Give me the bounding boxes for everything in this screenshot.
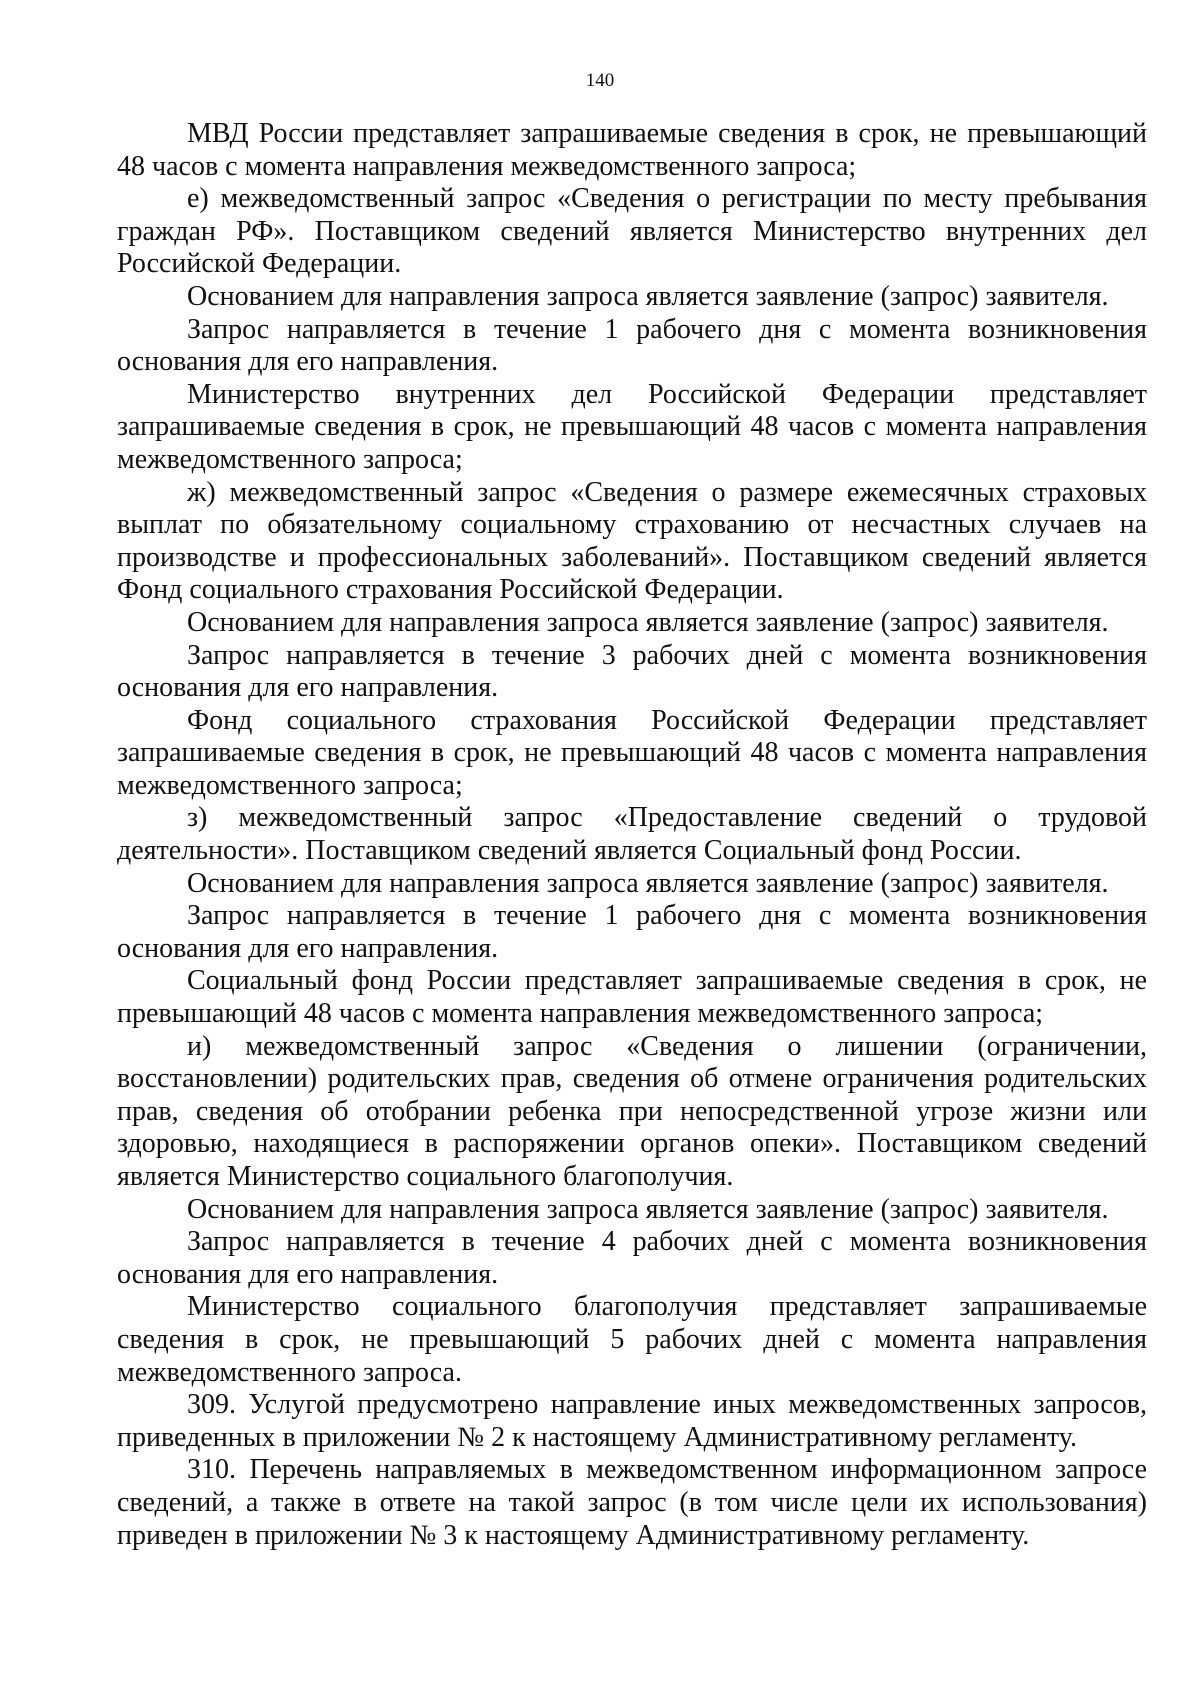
paragraph-social-ministry-deadline: Министерство социального благополучия представляет запрашиваемые сведения в срок, не превышающий 5 рабочих дней с момента направления межведомственного запроса. — [117, 1291, 1147, 1388]
paragraph-item-zh: ж) межведомственный запрос «Сведения о размере ежемесячных страховых выплат по обязательному социальному страхованию от несчастных случаев на производстве и профессиональных заболеваний». Поставщиком сведений является Фонд социального страхования Российской Федерации. — [117, 476, 1147, 606]
paragraph-ministry-deadline: Министерство внутренних дел Российской Федерации представляет запрашиваемые сведения в срок, не превышающий 48 часов с момента направления межведомственного запроса; — [117, 378, 1147, 475]
paragraph-request-timing: Запрос направляется в течение 4 рабочих дней с момента возникновения основания для его направления. — [117, 1226, 1147, 1290]
paragraph-mvd-deadline: МВД России представляет запрашиваемые сведения в срок, не превышающий 48 часов с момента направления межведомственного запроса; — [117, 118, 1147, 182]
paragraph-basis: Основанием для направления запроса является заявление (запрос) заявителя. — [187, 280, 1109, 312]
document-body — [117, 118, 1147, 1552]
paragraph-sfr-deadline: Социальный фонд России представляет запрашиваемые сведения в срок, не превышающий 48 часов с момента направления межведомственного запроса; — [117, 965, 1147, 1030]
paragraph-clause-309: 309. Услугой предусмотрено направление иных межведомственных запросов, приведенных в приложении № 2 к настоящему Административному регламенту. — [117, 1389, 1147, 1453]
paragraph-request-timing: Запрос направляется в течение 3 рабочих дней с момента возникновения основания для его направления. — [117, 639, 1147, 704]
paragraph-item-e: е) межведомственный запрос «Сведения о регистрации по месту пребывания граждан РФ». Поставщиком сведений является Министерство внутренних дел Российской Федерации. — [117, 183, 1147, 280]
paragraph-fss-deadline: Фонд социального страхования Российской Федерации представляет запрашиваемые сведения в срок, не превышающий 48 часов с момента направления межведомственного запроса; — [117, 704, 1147, 801]
paragraph-clause-310: 310. Перечень направляемых в межведомственном информационном запросе сведений, а также в ответе на такой запрос (в том числе цели их использования) приведен в приложении № 3 к настоящему Административному регламенту. — [117, 1454, 1147, 1551]
paragraph-item-i: и) межведомственный запрос «Сведения о лишении (ограничении, восстановлении) родительских прав, сведения об отмене ограничения родительских прав, сведения об отобрании ребенка при непосредственной угрозе жизни или здоровью, находящиеся в распоряжении органов опеки». Поставщиком сведений является Министерство социального благополучия. — [117, 1030, 1147, 1192]
paragraph-item-z: з) межведомственный запрос «Предоставление сведений о трудовой деятельности». Поставщиком сведений является Социальный фонд России. — [117, 802, 1147, 867]
paragraph-request-timing: Запрос направляется в течение 1 рабочего дня с момента возникновения основания для его направления. — [117, 900, 1147, 964]
paragraph-request-timing: Запрос направляется в течение 1 рабочего дня с момента возникновения основания для его направления. — [117, 313, 1147, 378]
paragraph-basis: Основанием для направления запроса является заявление (запрос) заявителя. — [187, 606, 1109, 638]
paragraph-basis: Основанием для направления запроса является заявление (запрос) заявителя. — [187, 867, 1109, 899]
page-number: 140 — [585, 70, 615, 91]
paragraph-basis: Основанием для направления запроса является заявление (запрос) заявителя. — [187, 1193, 1109, 1225]
